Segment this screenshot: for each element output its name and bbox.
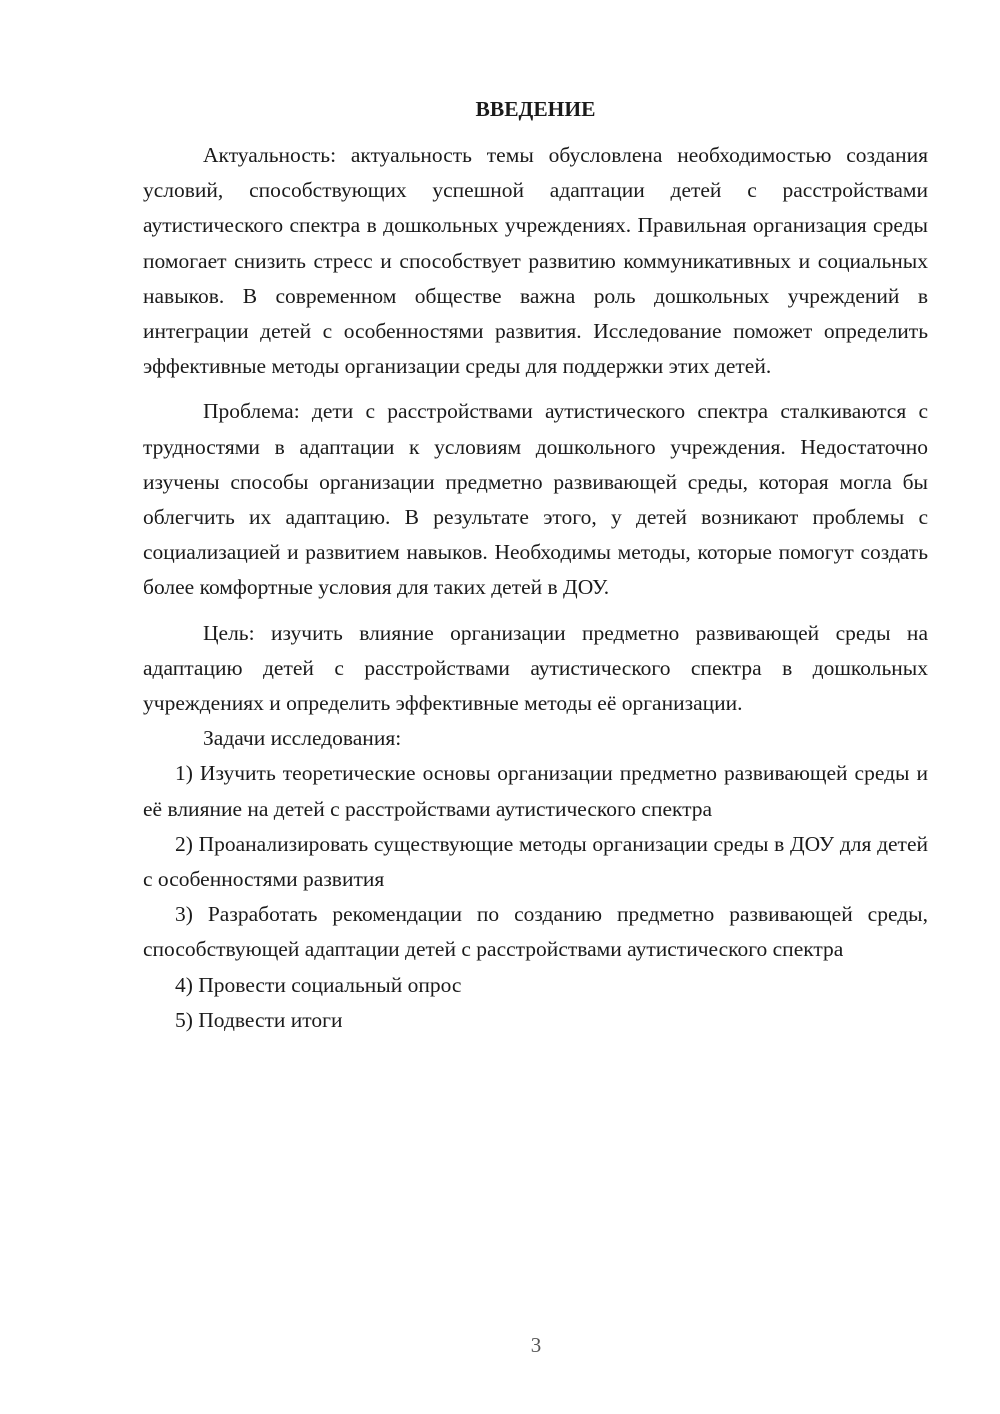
task-item-4: 4) Провести социальный опрос [175,972,462,997]
task-item-2: 2) Проанализировать существующие методы организации среды в ДОУ для детей с особенностями развития [143,831,928,892]
task-item-1: 1) Изучить теоретические основы организации предметно развивающей среды и её влияние на детей с расстройствами аутистического спектра [143,761,928,821]
document-page [143,92,928,1038]
page-number: 3 [530,1333,542,1357]
tasks-title: Задачи исследования: [203,726,402,751]
goal-paragraph: Цель: изучить влияние организации предметно развивающей среды на адаптацию детей с расстройствами аутистического спектра в дошкольных учреждениях и определить эффективные методы её организации. [143,620,928,716]
relevance-paragraph: Актуальность: актуальность темы обусловлена необходимостью создания условий, способствующих успешной адаптации детей с расстройствами аутистического спектра в дошкольных учреждениях. Правильная организация среды помогает снизить стресс и способствует развитию коммуникативных и социальных навыков. В современном обществе важна роль дошкольных учреждений в интеграции детей с особенностями развития. Исследование поможет определить эффективные методы организации среды для поддержки этих детей. [143,143,928,379]
task-item-5: 5) Подвести итоги [175,1007,343,1032]
problem-paragraph: Проблема: дети с расстройствами аутистического спектра сталкиваются с трудностями в адаптации к условиям дошкольного учреждения. Недостаточно изучены способы организации предметно развивающей среды, которая могла бы облегчить их адаптацию. В результате этого, у детей возникают проблемы с социализацией и развитием навыков. Необходимы методы, которые помогут создать более комфортные условия для таких детей в ДОУ. [143,399,928,600]
section-heading: ВВЕДЕНИЕ [475,97,596,121]
task-item-3: 3) Разработать рекомендации по созданию предметно развивающей среды, способствующей адаптации детей с расстройствами аутистического спектра [143,902,928,962]
